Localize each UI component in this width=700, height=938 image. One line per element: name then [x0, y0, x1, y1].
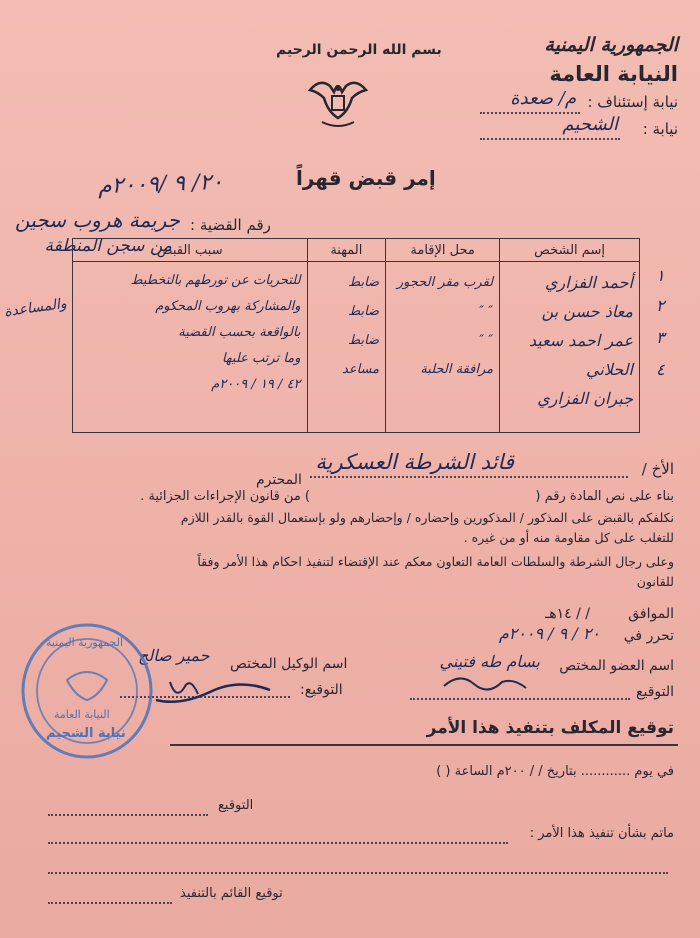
profession-entry: ضابط: [348, 275, 380, 290]
written-value: ٢٠ / ٩ / ٢٠٠٩م: [498, 624, 600, 643]
member-signature-icon: [440, 668, 530, 698]
residence-entry: ″ ″: [479, 333, 494, 348]
reason-entry: ٤٢ / ١٩ / ٢٠٠٩م: [211, 377, 301, 392]
execution-signature-label: التوقيع: [218, 798, 254, 813]
prosecution-label: نيابة :: [642, 120, 678, 138]
instruction-2: للتغلب على كل مقاومة منه أو من غيره .: [463, 530, 674, 545]
instruction-3: وعلى رجال الشرطة والسلطات العامة التعاون معكم عند الإقتضاء لتنفيذ احكام هذا الأمر وفقاً: [197, 554, 674, 569]
reason-entry: وما ترتب عليها: [221, 351, 301, 366]
header-profession: المهنة: [307, 239, 386, 262]
header-name: إسم الشخص: [500, 239, 640, 262]
residence-entry: ″ ″: [479, 304, 494, 319]
case-number-value: جريمة هروب سجين: [15, 208, 180, 232]
based-on-line-1: بناء على نص المادة رقم (: [535, 489, 674, 504]
profession-entry: مساعد: [342, 362, 380, 377]
name-entry: أحمد الفزاري: [544, 273, 633, 292]
reason-margin-note: والمساعدة: [3, 295, 68, 321]
profession-cell: [307, 262, 386, 433]
instruction-1: نكلفكم بالقبض على المذكور / المذكورين وإحضاره / وإحضارهم ولو بإستعمال القوة بالقدر اللازم: [180, 510, 674, 525]
reason-entry: والمشاركة بهروب المحكوم: [155, 299, 301, 314]
signature-label: التوقيع: [636, 684, 674, 700]
prosecution-value: الشحيم: [562, 114, 618, 135]
residence-entry: لقرب مقر الحجور: [396, 275, 494, 290]
instruction-4: للقانون: [636, 574, 674, 589]
document-title: إمر قبض قهراً: [296, 166, 436, 190]
row-number: ٢: [656, 296, 665, 315]
member-value: بسام طه فتيني: [439, 652, 540, 671]
deputy-value: حمير صالح: [138, 646, 210, 665]
handwritten-date: ٢٠/ ٩ /٢٠٠٩م: [97, 169, 224, 200]
authority-name: النيابة العامة: [549, 62, 678, 86]
profession-entry: ضابط: [348, 333, 380, 348]
based-on-line-2: ) من قانون الإجراءات الجزائية .: [140, 489, 310, 504]
residence-cell: [386, 262, 500, 433]
row-number: ٤: [656, 360, 665, 379]
appeal-prosecution-label: نيابة إستئناف :: [587, 93, 678, 111]
corresponding-label: الموافق: [628, 606, 674, 622]
brother-label: الأخ /: [641, 460, 674, 478]
written-label: تحرر في: [623, 628, 674, 644]
row-number: ١: [656, 266, 665, 285]
case-number-value-2: من سجن المنطقة: [44, 236, 172, 256]
execution-title: توقيع المكلف بتنفيذ هذا الأمر: [426, 718, 674, 738]
stamp-line-1: الجمهورية اليمنية: [46, 636, 124, 649]
execution-day-line: في يوم ............ بتاريخ / / ٢٠٠م الساعة ( ): [436, 764, 674, 779]
respected-label: المحترم: [256, 472, 302, 488]
suspects-table: [72, 238, 640, 433]
name-entry: معاذ حسن بن: [541, 302, 633, 321]
deputy-signature-icon: [150, 660, 280, 720]
deputy-label: اسم الوكيل المختص: [230, 656, 348, 672]
deputy-signature-label: التوقيع:: [300, 682, 343, 698]
eagle-emblem-icon: [306, 68, 370, 132]
member-label: اسم العضو المختص: [559, 658, 674, 674]
reason-cell: [73, 262, 308, 433]
executor-signature-label: توقيع القائم بالتنفيذ: [180, 886, 283, 901]
reason-entry: للتحريات عن تورطهم بالتخطيط: [130, 273, 301, 288]
basmala: بسم الله الرحمن الرحيم: [276, 42, 442, 58]
row-number: ٣: [656, 328, 665, 347]
profession-entry: ضابط: [348, 304, 380, 319]
brother-value: قائد الشرطة العسكرية: [315, 450, 514, 474]
corresponding-value: / / ١٤هـ: [545, 606, 590, 622]
name-entry: عمر احمد سعيد الحلاني: [528, 331, 633, 379]
name-entry: جبران الفزاري: [537, 389, 633, 408]
header-reason: سبب القبض: [73, 239, 308, 262]
residence-entry: مرافقة الحلبة: [420, 362, 494, 377]
header-residence: محل الإقامة: [386, 239, 500, 262]
republic-name: الجمهورية اليمنية: [544, 34, 678, 56]
stamp-line-3: نيابة الشحيم: [46, 726, 126, 741]
case-number-label: رقم القضية :: [190, 216, 271, 234]
stamp-line-2: النيابة العامة: [54, 708, 110, 721]
reason-entry: بالواقعة بحسب القضية: [178, 325, 301, 340]
names-cell: [500, 262, 640, 433]
execution-actions-label: ماتم بشأن تنفيذ هذا الأمر :: [529, 826, 674, 841]
appeal-prosecution-value: م/ صعدة: [510, 88, 576, 109]
